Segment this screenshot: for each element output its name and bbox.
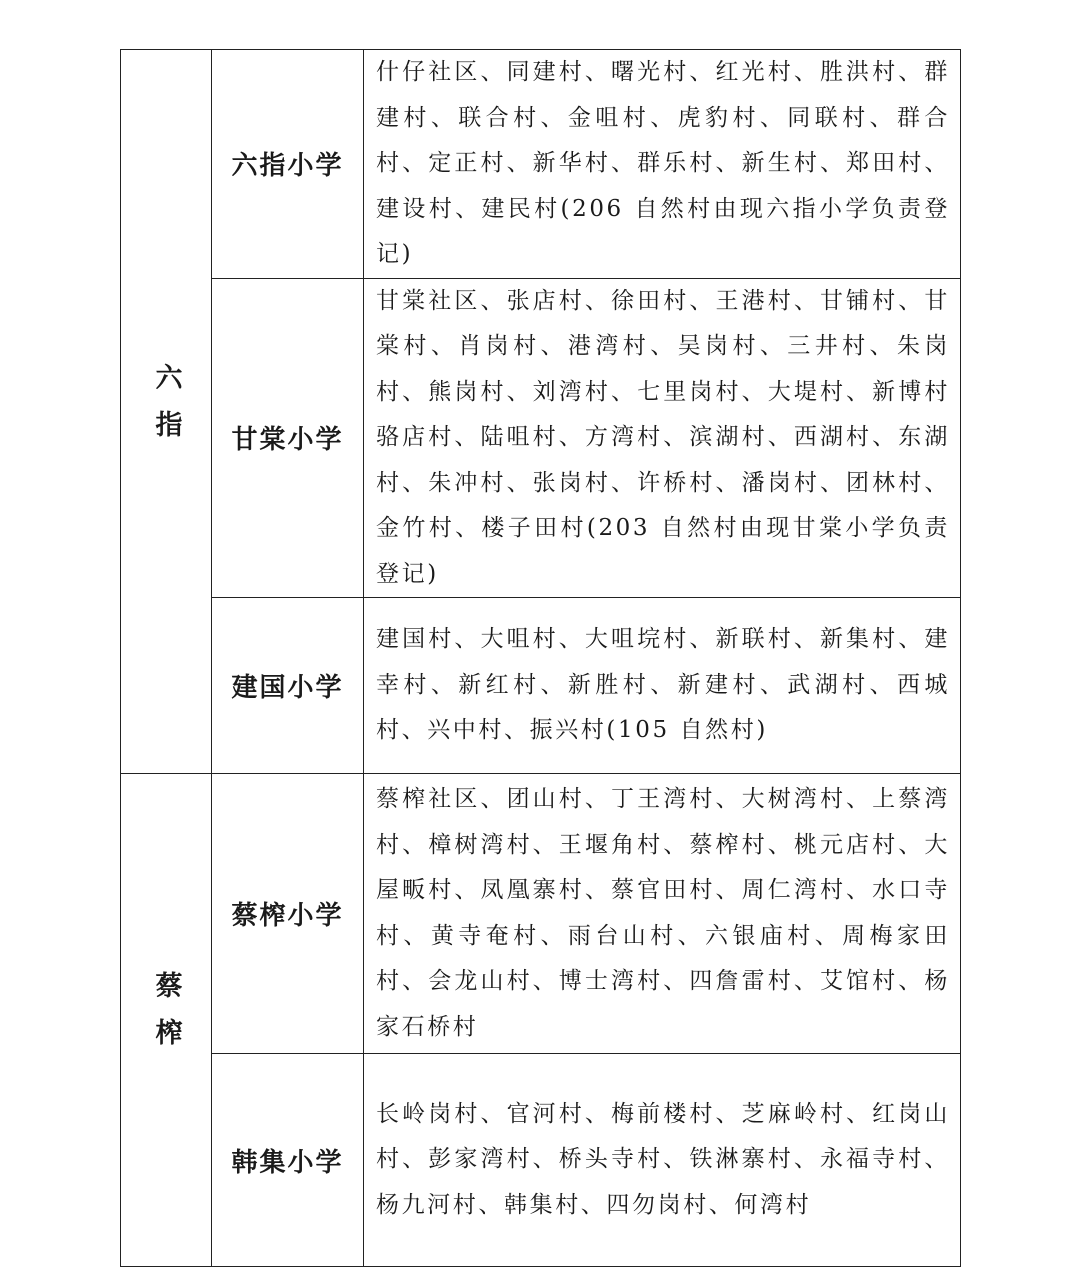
villages-cell — [364, 774, 961, 1054]
school-district-table — [120, 49, 961, 1267]
school-cell — [212, 50, 364, 279]
town-name: 蔡榨 — [150, 971, 182, 1065]
school-name: 蔡榨小学 — [231, 901, 344, 931]
table-row — [121, 598, 961, 774]
villages-cell — [364, 1054, 961, 1267]
school-cell — [212, 1054, 364, 1267]
villages-list: 蔡榨社区、团山村、丁王湾村、大树湾村、上蔡湾村、樟树湾村、王堰角村、蔡榨村、桃元店村、大屋畈村、凤凰寨村、蔡官田村、周仁湾村、水口寺村、黄寺奄村、雨台山村、六银庙村、周梅家田村、会龙山村、博士湾村、四詹雷村、艾馆村、杨家石桥村 — [376, 786, 950, 1040]
school-name: 建国小学 — [231, 673, 344, 703]
villages-list: 甘棠社区、张店村、徐田村、王港村、甘铺村、甘棠村、肖岗村、港湾村、吴岗村、三井村、朱岗村、熊岗村、刘湾村、七里岗村、大堤村、新博村骆店村、陆咀村、方湾村、滨湖村、西湖村、东湖村、朱冲村、张岗村、许桥村、潘岗村、团林村、金竹村、楼子田村(203 自然村由现甘棠小学负责登记) — [376, 287, 950, 587]
school-name: 甘棠小学 — [231, 425, 344, 456]
school-cell — [212, 598, 364, 774]
town-cell — [121, 774, 212, 1267]
villages-cell — [364, 598, 961, 774]
villages-cell — [364, 278, 961, 598]
villages-cell — [364, 50, 961, 279]
school-name: 六指小学 — [231, 151, 344, 182]
table-row — [121, 50, 961, 279]
table-row — [121, 1054, 961, 1267]
school-name: 韩集小学 — [231, 1147, 344, 1178]
town-cell — [121, 50, 212, 774]
school-cell — [212, 774, 364, 1054]
villages-list: 建国村、大咀村、大咀垸村、新联村、新集村、建幸村、新红村、新胜村、新建村、武湖村、西城村、兴中村、振兴村(105 自然村) — [376, 626, 950, 744]
school-cell — [212, 278, 364, 598]
table-row — [121, 278, 961, 598]
table-row — [121, 774, 961, 1054]
villages-list: 长岭岗村、官河村、梅前楼村、芝麻岭村、红岗山村、彭家湾村、桥头寺村、铁淋寨村、永福寺村、杨九河村、韩集村、四勿岗村、何湾村 — [376, 1100, 950, 1218]
town-name: 六指 — [150, 362, 182, 457]
villages-list: 什仔社区、同建村、曙光村、红光村、胜洪村、群建村、联合村、金咀村、虎豹村、同联村、群合村、定正村、新华村、群乐村、新生村、郑田村、建设村、建民村(206 自然村由现六指小学负责登记) — [376, 59, 950, 267]
